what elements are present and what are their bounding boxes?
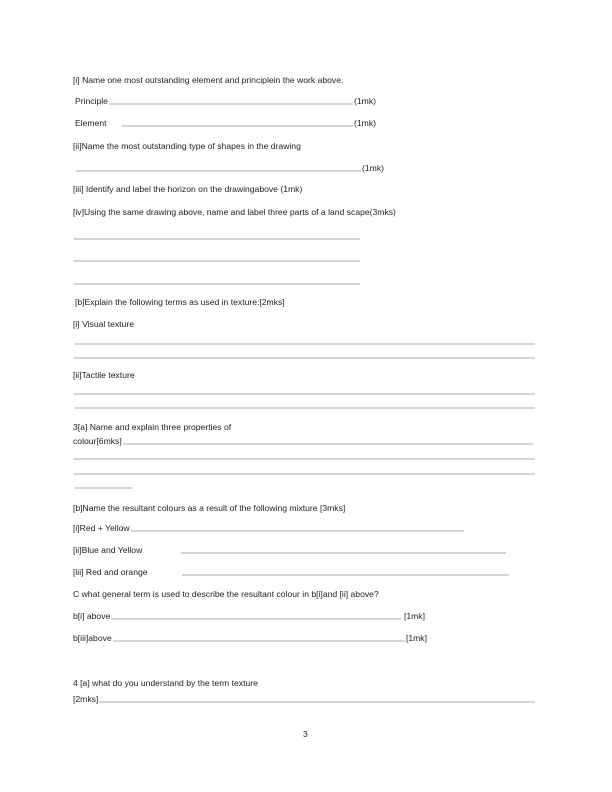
q2-i-prompt: [i] Name one most outstanding element and principlein the work above. — [73, 75, 344, 85]
shapes-answer-line[interactable] — [75, 162, 384, 174]
answer-dots[interactable] — [74, 387, 535, 395]
q2-ii-prompt: [ii]Name the most outstanding type of shapes in the drawing — [73, 141, 301, 151]
landscape-answer-line-3[interactable] — [73, 275, 361, 287]
q3-a-prompt-cont: colour[6mks] — [73, 436, 122, 446]
q4-a-prompt: 4 [a] what do you understand by the term texture — [73, 678, 258, 688]
tactile-texture-label: [ii]Tactile texture — [73, 370, 135, 380]
q2-iv-prompt: [iv]Using the same drawing above, name and label three parts of a land scape(3mks) — [73, 207, 396, 217]
colour-properties-line-3[interactable] — [73, 465, 536, 477]
blue-yellow-answer-line[interactable] — [73, 544, 507, 556]
colour-properties-line-4[interactable] — [73, 479, 133, 491]
answer-dots[interactable] — [74, 337, 535, 345]
answer-dots[interactable] — [74, 232, 360, 240]
c-i-mark: [1mk] — [403, 611, 425, 621]
c-i-answer-line[interactable] — [73, 610, 425, 622]
visual-texture-label: [i] Visual texture — [73, 319, 134, 329]
answer-dots[interactable] — [74, 481, 132, 489]
c-iii-mark: [1mk] — [405, 633, 427, 643]
answer-dots[interactable] — [74, 467, 535, 475]
answer-dots[interactable] — [74, 351, 535, 359]
answer-dots[interactable] — [109, 97, 353, 105]
red-yellow-answer-line[interactable] — [73, 522, 465, 534]
answer-dots[interactable] — [181, 546, 506, 554]
principle-label: Principle — [75, 96, 108, 106]
colour-properties-line-2[interactable] — [73, 450, 536, 462]
c-iii-label: b[iii]above — [73, 633, 112, 643]
element-answer-line[interactable] — [75, 117, 376, 129]
q3-a-prompt: 3[a] Name and explain three properties of — [73, 422, 232, 432]
landscape-answer-line-2[interactable] — [73, 252, 361, 264]
answer-dots[interactable] — [111, 612, 401, 620]
answer-dots[interactable] — [182, 568, 509, 576]
element-mark: (1mk) — [354, 118, 376, 128]
principle-answer-line[interactable] — [75, 95, 376, 107]
answer-dots[interactable] — [99, 695, 535, 703]
answer-dots[interactable] — [74, 401, 535, 409]
q2-iii-prompt: [iii] Identify and label the horizon on the drawingabove (1mk) — [73, 184, 303, 194]
answer-dots[interactable] — [74, 254, 360, 262]
answer-dots[interactable] — [74, 277, 360, 285]
answer-dots[interactable] — [113, 634, 405, 642]
c-i-label: b[i] above — [73, 611, 111, 621]
answer-dots[interactable] — [131, 524, 464, 532]
answer-dots[interactable] — [76, 164, 361, 172]
landscape-answer-line-1[interactable] — [73, 230, 361, 242]
answer-dots[interactable] — [74, 452, 535, 460]
q3-c-prompt: C what general term is used to describe the resultant colour in b[i]and [ii] above? — [73, 589, 379, 599]
red-orange-label: [iii] Red and orange — [73, 567, 148, 577]
answer-dots[interactable] — [123, 437, 533, 445]
texture-answer-line[interactable] — [73, 693, 536, 705]
blue-yellow-label: [ii]Blue and Yellow — [73, 545, 143, 555]
q2-b-prompt: [b]Explain the following terms as used in texture:[2mks] — [75, 297, 285, 307]
red-orange-answer-line[interactable] — [73, 566, 510, 578]
c-iii-answer-line[interactable] — [73, 632, 427, 644]
visual-texture-line-1[interactable] — [73, 335, 536, 347]
shapes-mark: (1mk) — [362, 163, 384, 173]
tactile-texture-line-2[interactable] — [73, 399, 536, 411]
answer-dots[interactable] — [122, 119, 354, 127]
red-yellow-label: [i]Red + Yellow — [73, 523, 130, 533]
page-number: 3 — [303, 729, 308, 739]
colour-properties-line-1[interactable] — [73, 435, 534, 447]
tactile-texture-line-1[interactable] — [73, 385, 536, 397]
visual-texture-line-2[interactable] — [73, 349, 536, 361]
q4-a-mark: [2mks] — [73, 694, 99, 704]
element-label: Element — [75, 118, 107, 128]
q3-b-prompt: [b]Name the resultant colours as a result of the following mixture [3mks] — [73, 503, 346, 513]
principle-mark: (1mk) — [354, 96, 376, 106]
